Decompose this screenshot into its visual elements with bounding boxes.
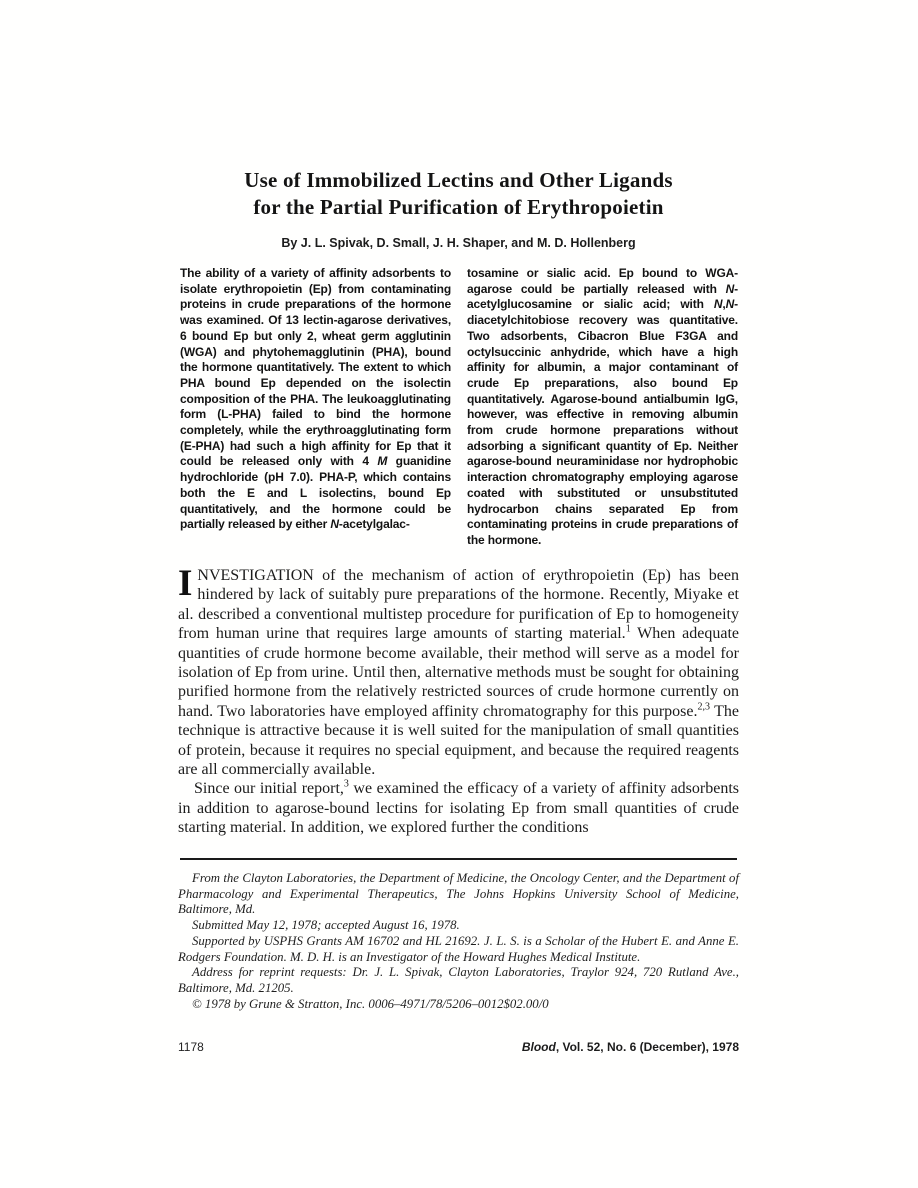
footnote-copyright: © 1978 by Grune & Stratton, Inc. 0006–4971/78/5206–0012$02.00/0 [192, 996, 549, 1011]
drop-cap: I [178, 563, 193, 604]
page-footer [178, 1040, 739, 1054]
abstract [180, 266, 738, 549]
article-title [178, 167, 739, 221]
footnote-reprint-address: Address for reprint requests: Dr. J. L. Spivak, Clayton Laboratories, Traylor 924, 720 Rutland Ave., Baltimore, Md. 21205. [178, 965, 739, 995]
footnote-affiliation: From the Clayton Laboratories, the Department of Medicine, the Oncology Center, and the Department of Pharmacology and Experimental Therapeutics, The Johns Hopkins University School of Medicine, Baltimore, Md. [178, 871, 739, 917]
article-title-line2: for the Partial Purification of Erythropoietin [253, 195, 664, 219]
body-paragraph-2: Since our initial report,$^3$ we examined the efficacy of a variety of affinity adsorbents in addition to agarose-bound lectins for isolating Ep from small quantities of crude starting material. In addition, we explored further the conditions [178, 779, 740, 837]
footnote-funding: Supported by USPHS Grants AM 16702 and HL 21692. J. L. S. is a Scholar of the Hubert E. and Anne E. Rodgers Foundation. M. D. H. is an Investigator of the Howard Hughes Medical Institute. [178, 933, 739, 964]
article-title-line1: Use of Immobilized Lectins and Other Ligands [244, 168, 673, 192]
journal-citation: Blood, Vol. 52, No. 6 (December), 1978 [521, 1040, 739, 1054]
abstract-left-column: The ability of a variety of affinity adsorbents to isolate erythropoietin (Ep) from contaminating proteins in crude preparations of the hormone was examined. Of 13 lectin-agarose derivatives, 6 bound Ep but only 2, wheat germ agglutinin (WGA) and phytohemagglutinin (PHA), bound the hormone quantitatively. The extent to which PHA bound Ep depended on the isolectin composition of the PHA. The leukoagglutinating form (L-PHA) failed to bind the hormone completely, while the erythroagglutinating form (E-PHA) had such a high affinity for Ep that it could be released only with 4 M guanidine hydrochloride (pH 7.0). PHA-P, which contains both the E and L isolectins, bound Ep quantitatively, and the hormone could be partially released by either N-acetylgalac- [180, 266, 451, 532]
body-paragraph-1-text: NVESTIGATION of the mechanism of action of erythropoietin (Ep) has been hindered by lack of suitably pure preparations of the hormone. Recently, Miyake et al. described a conventional multistep procedure for purification of Ep to homogeneity from human urine that requires large amounts of starting material.$^1$ When adequate quantities of crude hormone become available, their method will serve as a model for isolation of Ep from urine. Until then, alternative methods must be sought for obtaining purified hormone from the relatively restricted sources of crude hormone currently on hand. Two laboratories have employed affinity chromatography for this purpose.$^{2,3}$ The technique is attractive because it is well suited for the manipulation of small quantities of protein, because it requires no special equipment, and because the required reagents are all commercially available. [178, 567, 740, 779]
footnote-divider [180, 858, 737, 860]
abstract-right-column: tosamine or sialic acid. Ep bound to WGA-agarose could be partially released with N-acetylglucosamine or sialic acid; with N,N-diacetylchitobiose recovery was quantitative. Two adsorbents, Cibacron Blue F3GA and octylsuccinic anhydride, which have a high affinity for albumin, a major contaminant of crude Ep preparations, also bound Ep quantitatively. Agarose-bound antialbumin IgG, however, was effective in removing albumin from crude hormone preparations without adsorbing a significant quantity of Ep. Neither agarose-bound neuraminidase nor hydrophobic interaction chromatography employing agarose coated with substituted or unsubstituted hydrocarbon chains separated Ep from contaminating proteins in crude preparations of the hormone. [467, 266, 738, 547]
page-number: 1178 [178, 1040, 204, 1054]
byline: By J. L. Spivak, D. Small, J. H. Shaper, and M. D. Hollenberg [281, 236, 636, 250]
body-paragraph-1 [178, 563, 740, 779]
article-body [178, 563, 740, 838]
footnotes [178, 871, 739, 1012]
footnote-submission-dates: Submitted May 12, 1978; accepted August 16, 1978. [192, 918, 460, 933]
